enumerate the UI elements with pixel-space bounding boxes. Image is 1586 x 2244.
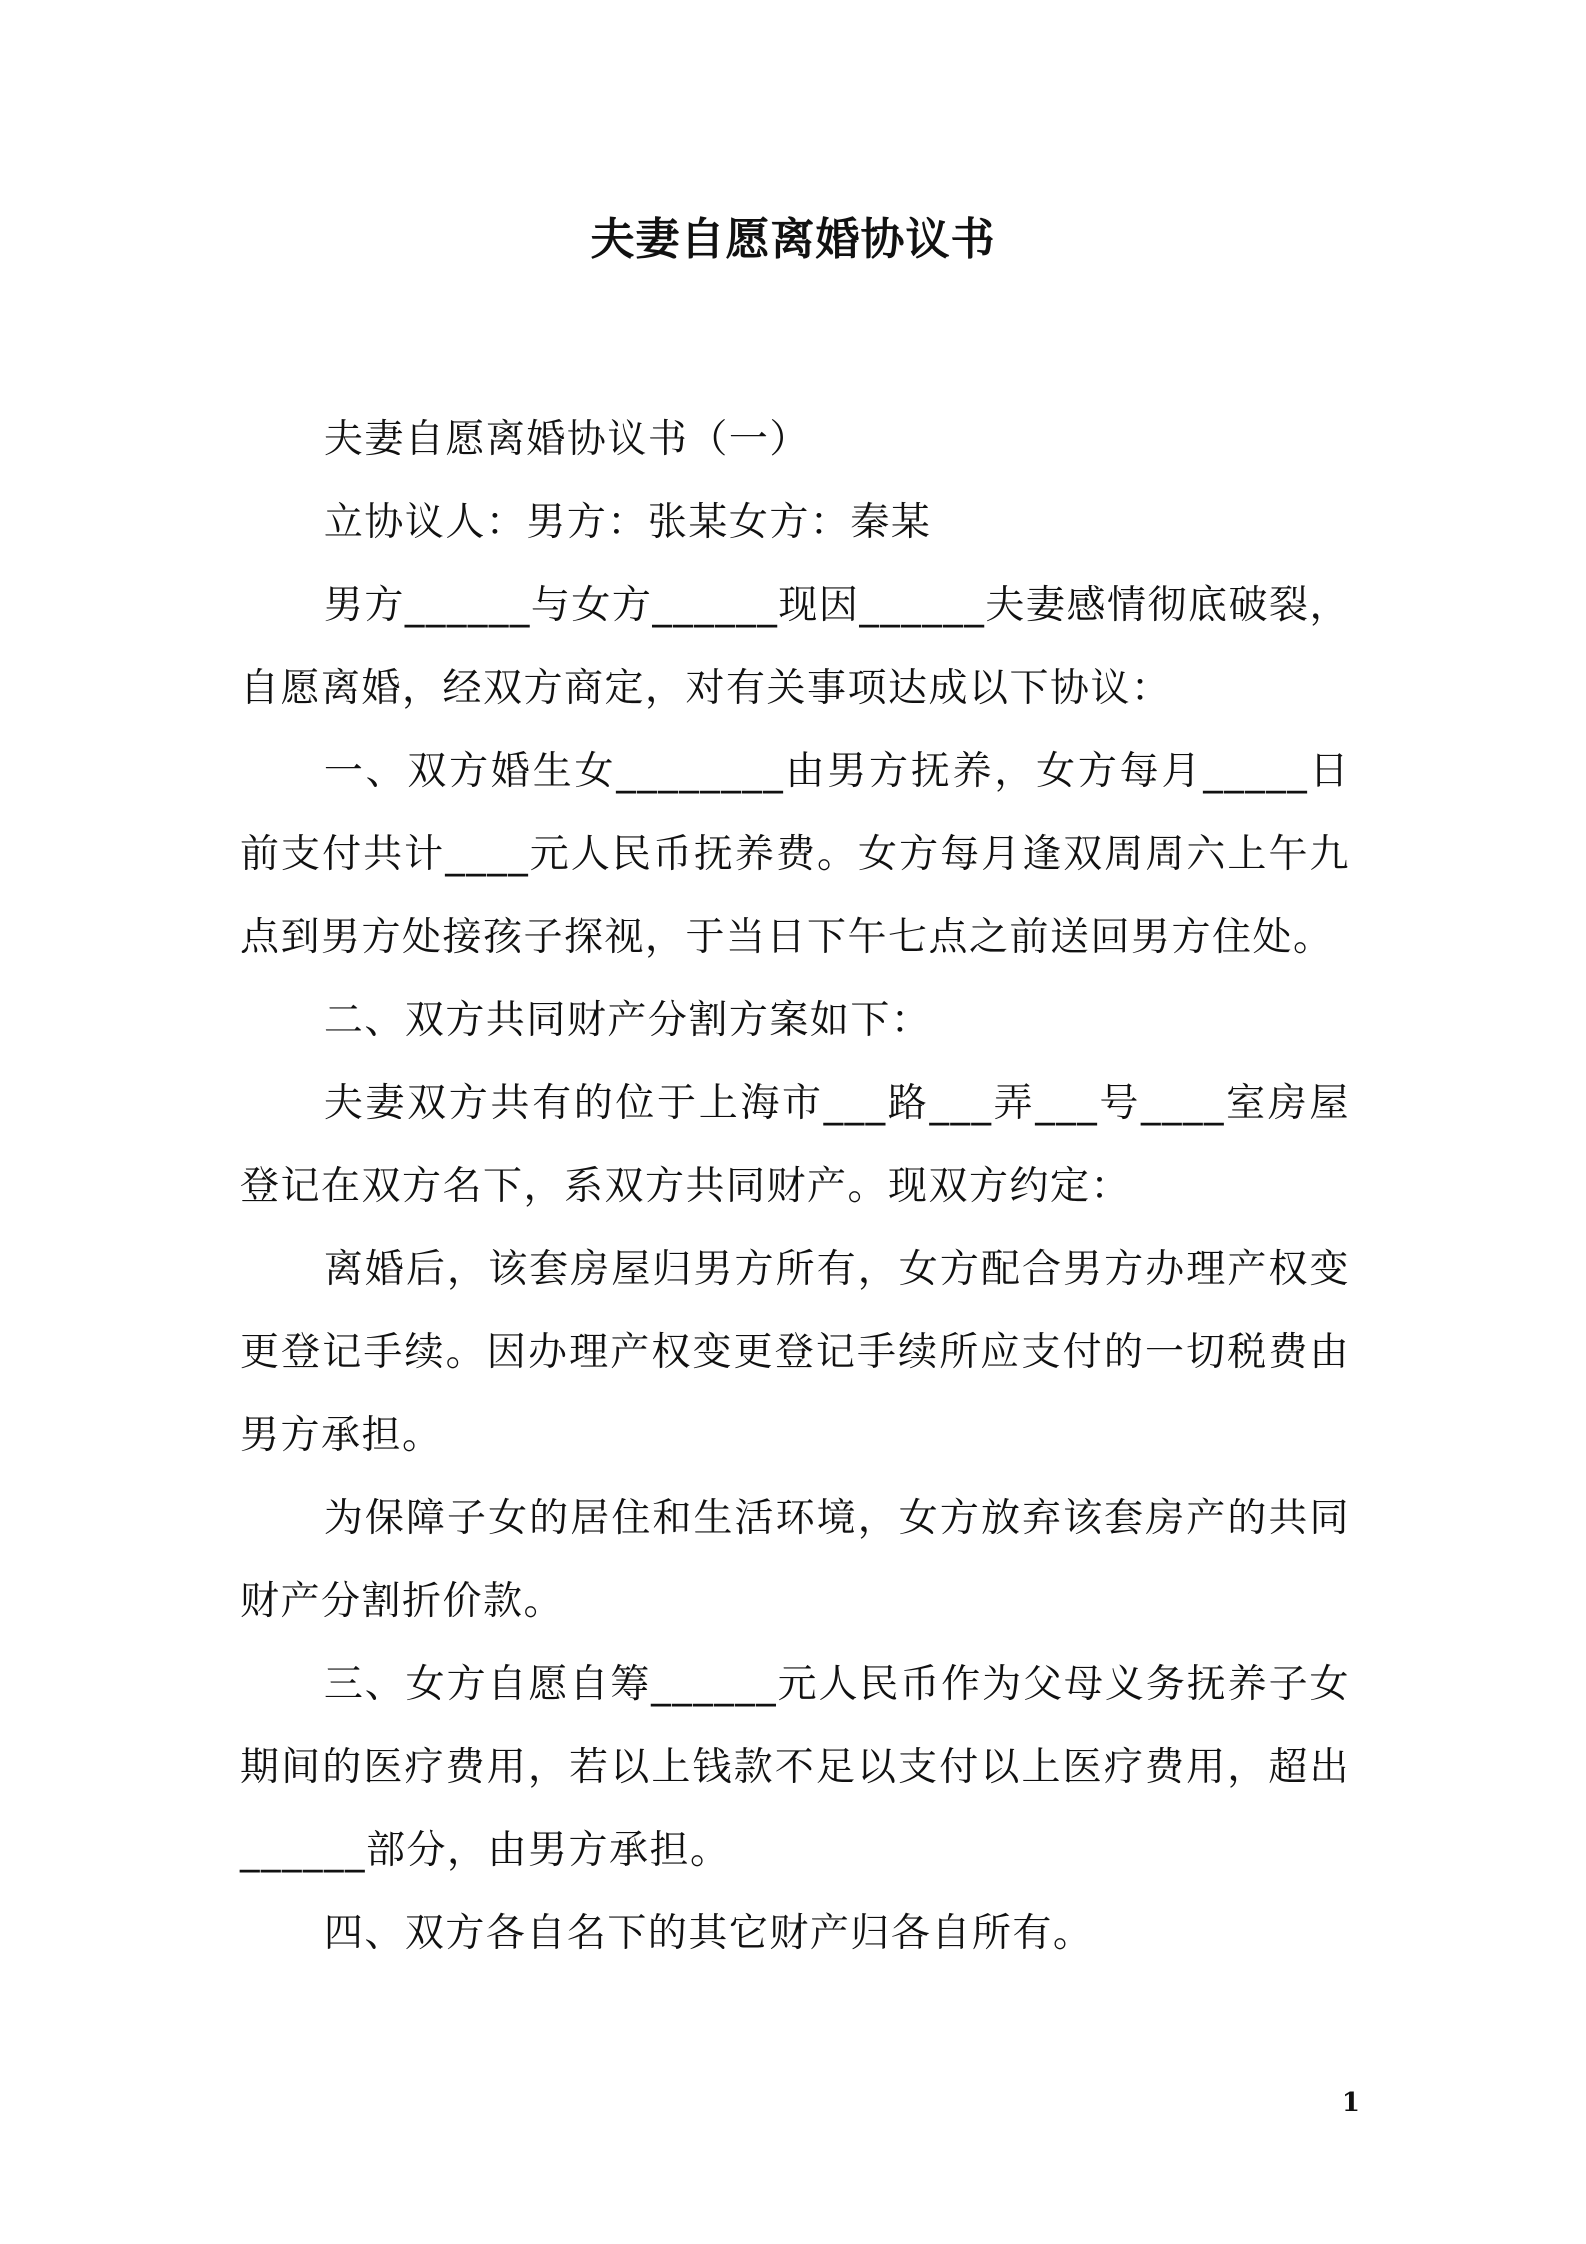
document-title: 夫妻自愿离婚协议书 xyxy=(590,214,996,265)
clause-two-ownership: 离婚后，该套房屋归男方所有，女方配合男方办理产权变更登记手续。因办理产权变更登记手续所应支付的一切税费由男方承担。 xyxy=(240,1247,1350,1458)
clause-one: 一、双方婚生女________由男方抚养，女方每月_____日前支付共计____元人民币抚养费。女方每月逢双周周六上午九点到男方处接孩子探视，于当日下午七点之前送回男方住处。 xyxy=(240,749,1350,960)
clause-two-heading: 二、双方共同财产分割方案如下： xyxy=(323,998,932,1043)
clause-four: 四、双方各自名下的其它财产归各自所有。 xyxy=(323,1911,1094,1956)
clause-two-waiver: 为保障子女的居住和生活环境，女方放弃该套房产的共同财产分割折价款。 xyxy=(240,1496,1350,1624)
page-number: 1 xyxy=(1341,2088,1360,2118)
paragraph-intro: 男方______与女方______现因______夫妻感情彻底破裂，自愿离婚，经双方商定，对有关事项达成以下协议： xyxy=(240,583,1350,711)
section-heading: 夫妻自愿离婚协议书（一） xyxy=(323,417,810,462)
clause-three: 三、女方自愿自筹______元人民币作为父母义务抚养子女期间的医疗费用，若以上钱款不足以支付以上医疗费用，超出______部分，由男方承担。 xyxy=(240,1662,1350,1873)
clause-two-property: 夫妻双方共有的位于上海市___路___弄___号____室房屋登记在双方名下，系双方共同财产。现双方约定： xyxy=(240,1081,1350,1209)
parties-line: 立协议人：男方：张某女方：秦某 xyxy=(323,500,932,545)
document-body xyxy=(240,398,1350,1975)
